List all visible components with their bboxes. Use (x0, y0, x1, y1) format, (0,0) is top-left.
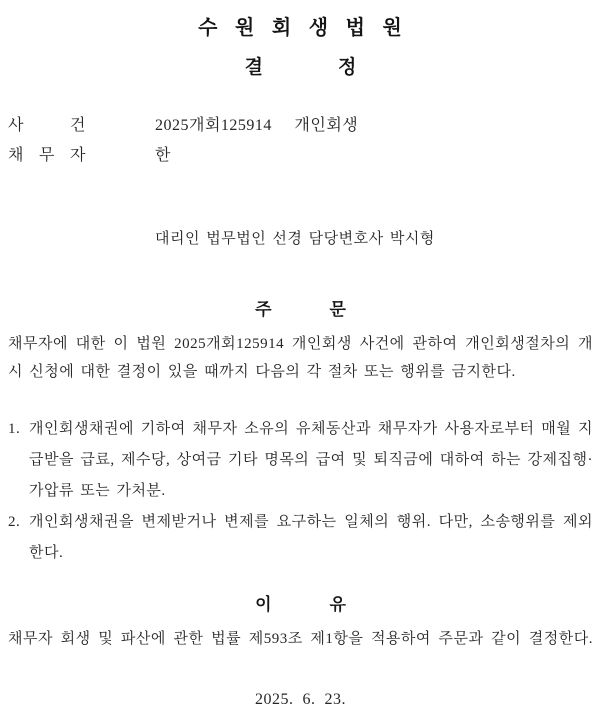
decision-date: 2025. 6. 23. (255, 691, 346, 708)
case-label: 사 건 (8, 117, 86, 134)
debtor-name: 한 (155, 147, 171, 164)
order-heading-char: 문 (329, 300, 346, 319)
reason-paragraph: 채무자 회생 및 파산에 관한 법률 제593조 제1항을 적용하여 주문과 같이 결정한다. (8, 631, 593, 647)
case-info (8, 111, 593, 171)
order-paragraph: 채무자에 대한 이 법원 2025개회125914 개인회생 사건에 관하여 개인회생절차의 개시 신청에 대한 결정이 있을 때까지 다음의 각 절차 또는 행위를 금지한다. (8, 336, 593, 380)
order-item-1 (8, 414, 593, 507)
reason-heading (8, 593, 593, 617)
order-item-1-marker: 1. (8, 421, 21, 437)
debtor-label: 채 무 자 (8, 147, 86, 164)
court-name: 수 원 회 생 법 원 (198, 17, 403, 39)
case-row (8, 111, 593, 141)
debtor-row (8, 141, 593, 171)
order-item-2-text: 개인회생채권을 변제받거나 변제를 요구하는 일체의 행위. 다만, 소송행위를 제외한다. (29, 514, 593, 561)
decision-title-char: 정 (338, 57, 357, 78)
case-type: 개인회생 (294, 117, 359, 134)
decision-title (8, 55, 593, 81)
reason-heading-char: 유 (329, 595, 346, 614)
case-number: 2025개회125914 (155, 117, 272, 134)
order-item-2-marker: 2. (8, 514, 21, 530)
order-heading-char: 주 (255, 300, 272, 319)
decision-title-char: 결 (244, 57, 263, 78)
case-value (155, 111, 358, 141)
order-item-2 (8, 507, 593, 569)
order-list (8, 414, 593, 569)
attorney-line: 대리인 법무법인 선경 담당변호사 박시형 (155, 231, 435, 247)
reason-heading-char: 이 (255, 595, 272, 614)
order-heading (8, 298, 593, 322)
order-item-1-text: 개인회생채권에 기하여 채무자 소유의 유체동산과 채무자가 사용자로부터 매월 지급받을 급료, 제수당, 상여금 기타 명목의 급여 및 퇴직금에 대하여 하는 강제집행·가압류 또는 가처분. (29, 421, 593, 499)
